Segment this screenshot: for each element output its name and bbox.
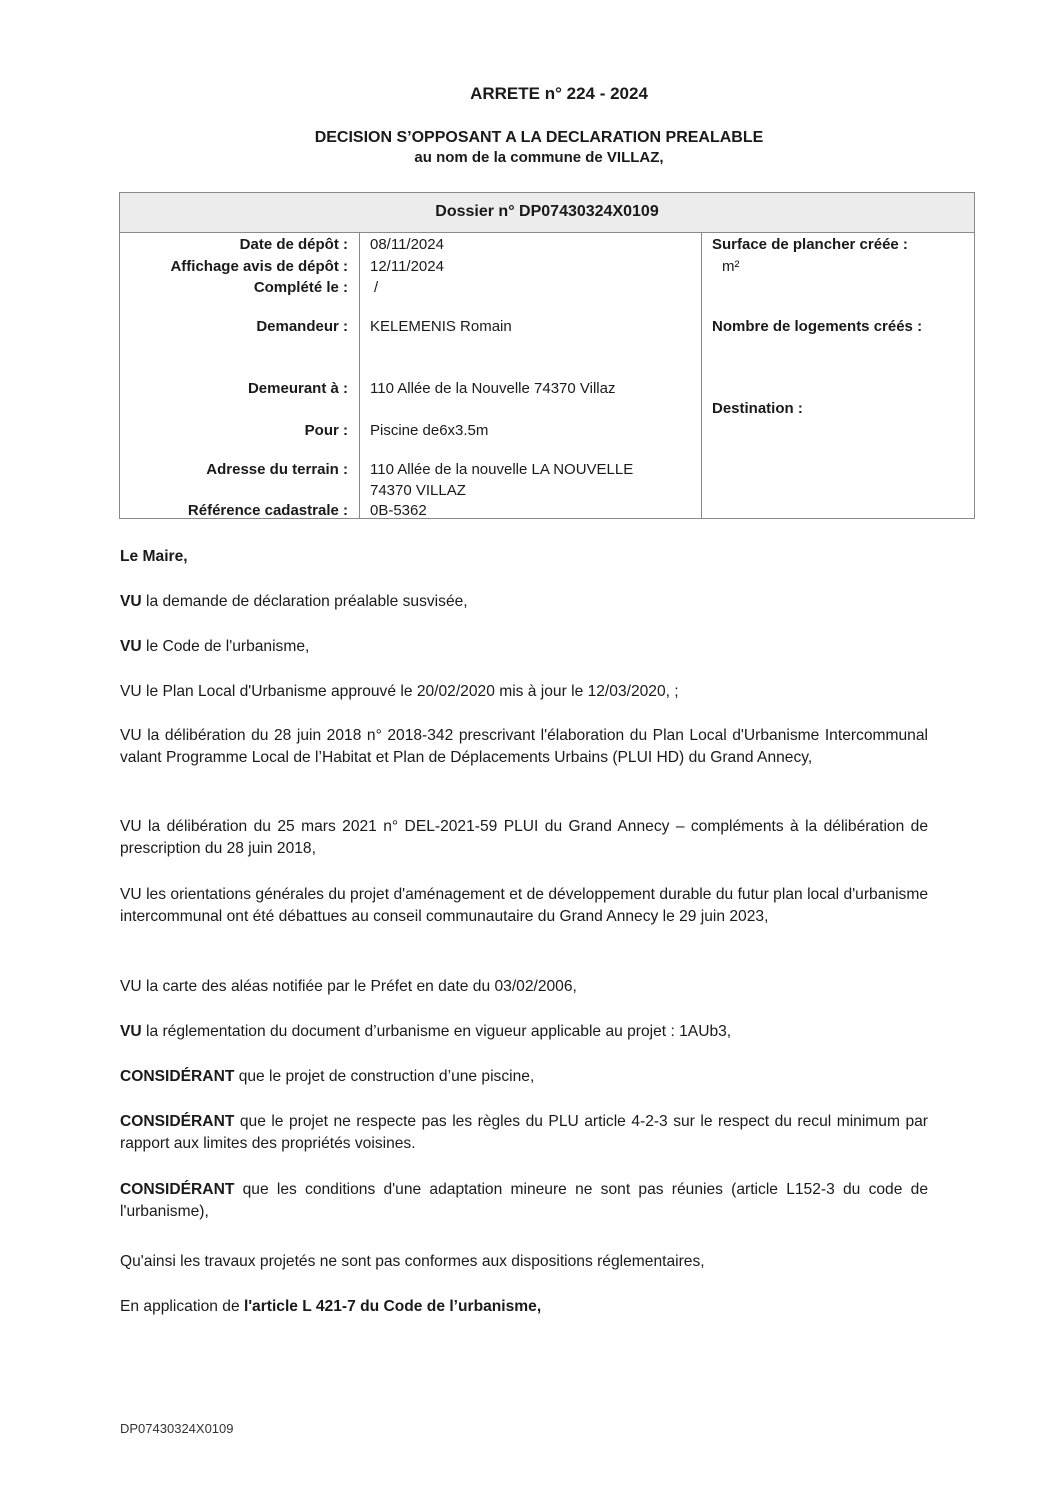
- demandeur-value: KELEMENIS Romain: [370, 318, 512, 335]
- adresse-line1: 110 Allée de la nouvelle LA NOUVELLE: [370, 461, 634, 478]
- footer-reference: DP07430324X0109: [120, 1421, 234, 1436]
- vu-reglementation: VU la réglementation du document d’urbanisme en vigueur applicable au projet : 1AUb3,: [120, 1023, 732, 1040]
- demeurant-label: Demeurant à :: [247, 380, 348, 397]
- vu-demande: VU la demande de déclaration préalable susvisée,: [120, 593, 468, 610]
- considerant-recul: CONSIDÉRANT que le projet ne respecte pas les règles du PLU article 4-2-3 sur le respect du recul minimum par rapport aux limites des propriétés voisines.: [120, 1113, 928, 1152]
- dossier-heading: Dossier n° DP07430324X0109: [120, 193, 974, 233]
- column-divider: [359, 233, 360, 518]
- considerant-adaptation: CONSIDÉRANT que les conditions d'une adaptation mineure ne sont pas réunies (article L152-3 du code de l'urbanisme),: [120, 1181, 928, 1220]
- vu-code: VU le Code de l'urbanisme,: [120, 638, 310, 655]
- adresse-label: Adresse du terrain :: [206, 461, 348, 478]
- date-depot-label: Date de dépôt :: [239, 236, 348, 253]
- dossier-table: [119, 192, 975, 519]
- logements-label: Nombre de logements créés :: [712, 318, 923, 335]
- date-depot-value: 08/11/2024: [370, 236, 444, 253]
- vu-plu: VU le Plan Local d'Urbanisme approuvé le 20/02/2020 mis à jour le 12/03/2020, ;: [120, 683, 679, 700]
- affichage-label: Affichage avis de dépôt :: [170, 258, 348, 275]
- adresse-line2: 74370 VILLAZ: [370, 482, 466, 499]
- considerant-piscine: CONSIDÉRANT que le projet de construction d’une piscine,: [120, 1068, 535, 1085]
- decision-title: DECISION S’OPPOSANT A LA DECLARATION PREALABLE: [314, 129, 764, 146]
- application-paragraph: En application de l'article L 421-7 du Code de l’urbanisme,: [120, 1298, 542, 1315]
- vu-carte-aleas: VU la carte des aléas notifiée par le Préfet en date du 03/02/2006,: [120, 978, 577, 995]
- commune-subtitle: au nom de la commune de VILLAZ,: [414, 149, 664, 166]
- complete-value: /: [374, 279, 379, 296]
- complete-label: Complété le :: [253, 279, 348, 296]
- pour-value: Piscine de6x3.5m: [370, 422, 489, 439]
- reference-value: 0B-5362: [370, 502, 427, 519]
- pour-label: Pour :: [304, 422, 348, 439]
- quainsi-paragraph: Qu'ainsi les travaux projetés ne sont pas conformes aux dispositions réglementaires,: [120, 1253, 705, 1270]
- column-divider: [701, 233, 702, 518]
- maire-heading: Le Maire,: [120, 548, 188, 565]
- surface-label: Surface de plancher créée :: [712, 236, 908, 253]
- affichage-value: 12/11/2024: [370, 258, 444, 275]
- demeurant-value: 110 Allée de la Nouvelle 74370 Villaz: [370, 380, 616, 397]
- surface-unit: m²: [722, 258, 740, 275]
- destination-label: Destination :: [712, 400, 803, 417]
- vu-deliberation-2021: VU la délibération du 25 mars 2021 n° DEL-2021-59 PLUI du Grand Annecy – compléments à la délibération de prescription du 28 juin 2018,: [120, 818, 928, 857]
- reference-label: Référence cadastrale :: [187, 502, 348, 519]
- vu-padd: VU les orientations générales du projet d'aménagement et de développement durable du futur plan local d'urbanisme intercommunal ont été débattues au conseil communautaire du Grand Annecy le 29 juin 2023,: [120, 886, 928, 925]
- vu-deliberation-2018: VU la délibération du 28 juin 2018 n° 2018-342 prescrivant l'élaboration du Plan Local d'Urbanisme Intercommunal valant Programme Local de l’Habitat et Plan de Déplacements Urbains (PLUI HD) du Grand Annecy,: [120, 727, 928, 766]
- demandeur-label: Demandeur :: [256, 318, 348, 335]
- decree-title: ARRETE n° 224 - 2024: [470, 84, 648, 103]
